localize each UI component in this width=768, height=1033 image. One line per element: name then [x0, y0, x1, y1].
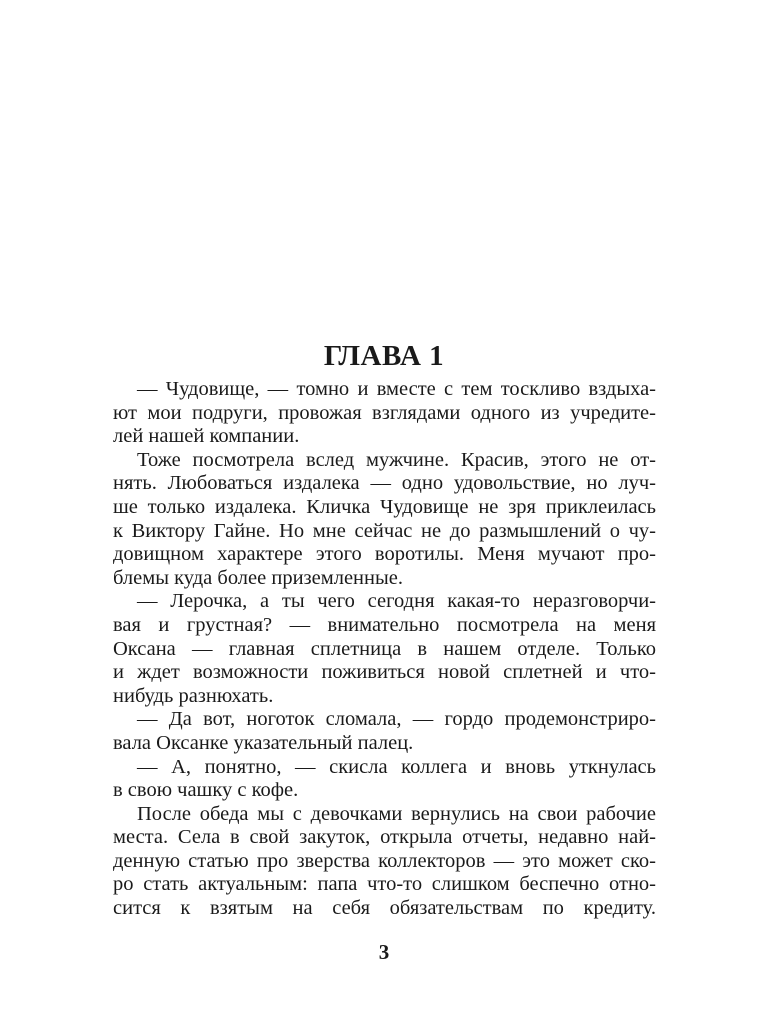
text-line: довищном характере этого воротилы. Меня мучают про- — [113, 543, 656, 566]
text-line: лей нашей компании. — [113, 425, 300, 448]
text-line: — Лерочка, а ты чего сегодня какая-то неразговорчи- — [137, 590, 656, 613]
text-line: места. Села в свой закуток, открыла отчеты, недавно най- — [113, 826, 656, 849]
text-line: сится к взятым на себя обязательствам по кредиту. — [113, 897, 656, 920]
text-line: нять. Любоваться издалека — одно удовольствие, но луч- — [113, 472, 656, 495]
text-line: нибудь разнюхать. — [113, 684, 274, 707]
text-line: Тоже посмотрела вслед мужчине. Красив, этого не от- — [137, 448, 656, 471]
text-line: После обеда мы с девочками вернулись на свои рабочие — [137, 802, 656, 825]
text-line: ют мои подруги, провожая взглядами одного из учредите- — [113, 401, 656, 424]
text-line: и ждет возможности поживиться новой сплетней и что- — [113, 661, 656, 684]
text-line: в свою чашку с кофе. — [113, 779, 299, 802]
text-line: — Чудовище, — томно и вместе с тем тоскливо вздыха- — [137, 378, 656, 400]
text-line: — Да вот, ноготок сломала, — гордо продемонстриро- — [137, 708, 656, 731]
text-line: денную статью про зверства коллекторов — это может ско- — [113, 849, 656, 872]
text-line: ше только издалека. Кличка Чудовище не зря приклеилась — [113, 495, 656, 518]
text-line: Оксана — главная сплетница в нашем отделе. Только — [113, 637, 656, 660]
text-line: вая и грустная? — внимательно посмотрела на меня — [113, 613, 656, 636]
chapter-title: ГЛАВА 1 — [323, 340, 445, 372]
body-text — [113, 378, 656, 921]
page-number: 3 — [378, 940, 390, 964]
text-line: — А, понятно, — скисла коллега и вновь уткнулась — [137, 755, 656, 778]
text-line: к Виктору Гайне. Но мне сейчас не до размышлений о чу- — [113, 519, 656, 542]
text-line: вала Оксанке указательный палец. — [113, 731, 414, 754]
text-line: блемы куда более приземленные. — [113, 566, 403, 589]
text-line: ро стать актуальным: папа что-то слишком беспечно отно- — [113, 873, 656, 896]
